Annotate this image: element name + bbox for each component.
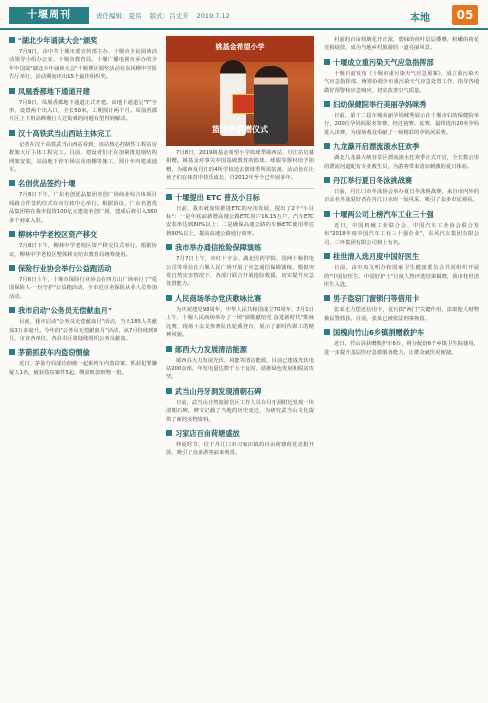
article-headline xyxy=(324,294,479,304)
headline-text: 人民商场举办党庆歌咏比赛 xyxy=(175,293,262,303)
photo-overlay-top: 姚基金希望小学 xyxy=(215,43,265,51)
designer-credit: 版式：吕丈芳 xyxy=(149,12,189,20)
headline-text: 习家店百亩荷塘盛放 xyxy=(175,428,240,438)
article-body: 7月6日上午，十堰市保险行业协会在四方山广场举行了"爱国保险人·一份守护"公益跑活动，全市近百名保险从业人员参加活动。 xyxy=(9,276,157,300)
news-article xyxy=(9,230,157,259)
news-article xyxy=(324,142,479,171)
article-body: 日前，由中央文明办和国家卫生健康委员会共同组织开展的"中国好医生、中国好护士"月度人物评选结果揭晓，我市桂世清医生入选。 xyxy=(324,265,479,288)
headline-bullet-icon xyxy=(9,265,15,271)
article-body: 日前，武当山自然旅游景区工作人员在丹牙洞附近发现一块清朝石碑，碑文记载了当地的历史变迁，为研究武当山文化提供了新的实物资料。 xyxy=(166,399,314,423)
editor-credit: 责任编辑：夏伟 xyxy=(96,12,142,20)
headline-text: 柳林中学老校区资产移交 xyxy=(18,230,98,240)
headline-text: 男子盗窃门窗锁闩等借用卡 xyxy=(333,294,420,304)
headline-text: 我市举办通信抢险保障演练 xyxy=(175,243,262,253)
headline-bullet-icon xyxy=(9,231,15,237)
headline-bullet-icon xyxy=(324,211,330,217)
article-headline xyxy=(166,294,314,304)
news-article xyxy=(324,210,479,247)
article-body: 7月8日下午，柳林中学老校区资产移交仪式举行。根据协议，柳林中学老校区整体移交给市教育局统筹使用。 xyxy=(9,243,157,258)
headline-bullet-icon xyxy=(324,253,330,259)
headline-text: 汉十高铁武当山西站主体完工 xyxy=(18,128,112,138)
headline-bullet-icon xyxy=(324,177,330,183)
article-headline xyxy=(166,243,314,253)
news-article xyxy=(166,345,314,382)
news-article xyxy=(166,387,314,424)
article-body: 7月9日，凤凰香都地下通道正式开建。该地下通道呈"Y"字形，设置两个出入口，全长50米，工期预计两个月。凤凰香都片区上下班高峰期行人过街难的问题有望得到解决。 xyxy=(9,99,157,123)
news-article xyxy=(9,36,157,82)
article-body: 7月8日下午，广东名创优品集团名创广场商业综合体项目线路合作签约仪式在市行政中心举行。根据协议，广东名创优品集团将在我市投资100亿元建设名创广场，建成后将引入360多个商家入驻。 xyxy=(9,192,157,224)
headline-text: 十堰提出 ETC 普及小目标 xyxy=(175,192,260,202)
article-body: 近日，中国机械工业联合会、中国汽车工业协会联合发布"2018年度中国汽车工业三十强企业"，东风汽车集团有限公司、三环集团有限公司榜上有名。 xyxy=(324,222,479,246)
news-article xyxy=(166,193,314,239)
article-body: 日前，丹江口市冬泳协会举办夏日冬泳挑战赛，来自市内外的百余名冬泳爱好者在丹江口水库一展风采，吸引了众多市民观看。 xyxy=(324,189,479,204)
article-body: 记者在汉十高铁武当山西站看到，该站核心控制性工程站房框架大厅主体工程完工。目前，建设者们正在加紧推进钢结构网架安装，站前地下停车场以及雨棚等施工，预计年内建成通车。 xyxy=(9,141,157,174)
divider xyxy=(166,188,314,189)
news-article xyxy=(324,58,479,95)
headline-bullet-icon xyxy=(9,180,15,186)
article-headline xyxy=(324,210,479,220)
headline-text: "湖北少年诵读大会"颁奖 xyxy=(18,36,98,45)
news-article xyxy=(166,429,314,458)
article-headline xyxy=(324,100,479,110)
headline-bullet-icon xyxy=(9,130,15,136)
headline-text: 十堰成立重污染天气应急指挥部 xyxy=(333,57,434,67)
news-article xyxy=(9,348,157,377)
news-article xyxy=(9,87,157,124)
headline-text: 名创优品签约十堰 xyxy=(18,179,76,189)
headline-bullet-icon xyxy=(166,430,172,436)
column-left xyxy=(9,36,157,698)
column-right xyxy=(324,36,479,698)
headline-text: 妇幼保健院举行美丽孕妈咪秀 xyxy=(333,100,427,110)
article-body: 日前，我市就加快推进ETC的应用发展，提出了2个"小目标"：一是年底前新增高速公路ETC用户16.15万户，汽车ETC安装率达到80%以上；二是确保高速公路的车辆ETC使用率达到90%以上，提高高速公路通行效率。 xyxy=(166,205,314,237)
article-headline xyxy=(9,129,157,139)
article-body: 为庆祝建党98周年，中华人民共和国成立70周年，7月1日上午，十堰人民商场举办了一场"颂歌献给党 奋进新时代"歌咏比赛，现场十余支参赛队伍轮番登台，展示了新时代职工的精神风貌。 xyxy=(166,306,314,339)
column-middle-articles xyxy=(166,193,314,458)
article-headline xyxy=(324,176,479,186)
article-body: 目前，我市启动"公务员无偿献血月"活动，当天185人共献血3万多毫升。今年的"公务员无偿献血月"活动，从7月持续到9月，市直各单位、各县市区将陆续组织公务员献血。 xyxy=(9,319,157,342)
headline-bullet-icon xyxy=(9,88,15,94)
headline-bullet-icon xyxy=(324,329,330,335)
feature-photo xyxy=(166,36,314,146)
article-headline xyxy=(324,58,479,68)
photo-overlay-bottom: 篮球季捐赠仪式 xyxy=(212,125,268,134)
headline-bullet-icon xyxy=(324,101,330,107)
article-body: 湖北九龙瀑大峡谷景区漂流滚水狂欢季正式开启，全长数公里的漂流河道配有专业救生员，为游客带来清凉刺激的夏日体验。 xyxy=(324,155,479,170)
headline-bullet-icon xyxy=(166,346,172,352)
issue-date: 2019.7.12 xyxy=(196,12,230,20)
news-article xyxy=(324,328,479,357)
article-headline xyxy=(9,348,157,358)
headline-bullet-icon xyxy=(324,59,330,65)
article-headline xyxy=(166,193,314,203)
article-body: 仲夏时节，位于丹江口市习家店镇的百亩荷塘荷花竞相开放，吸引了众多游客前来观赏。 xyxy=(166,441,314,457)
headline-text: 桂世清入选月度中国好医生 xyxy=(333,252,420,262)
article-headline xyxy=(324,328,479,338)
headline-bullet-icon xyxy=(9,37,15,43)
article-headline xyxy=(9,230,157,240)
headline-bullet-icon xyxy=(166,295,172,301)
news-article xyxy=(324,100,479,137)
news-article xyxy=(324,294,479,323)
article-headline xyxy=(166,387,314,397)
headline-bullet-icon xyxy=(324,295,330,301)
article-headline xyxy=(166,429,314,439)
article-body: 日前，第十二届车城美丽孕妈咪秀展示在十堰市妇幼保健院举行，200位孕妈妈报名参赛，经过初赛、复赛，最终选出20名孕妈进入决赛，为现场观众奉献了一场精彩的孕妈风采秀。 xyxy=(324,113,479,136)
article-body: 十堰日前发布《十堰市重污染天气应急预案》，成立重污染天气应急指挥部，统筹协调全市重污染天气应急处置工作，指导各地做好预警和应急响应，切实改善空气质量。 xyxy=(324,70,479,94)
headline-text: 茅箭抓获车内盗窃惯偷 xyxy=(18,348,90,358)
photo-caption: 7月8日，2019姚基金希望小学篮球季郧西站、丹江站启幕捐赠。姚基金对事关中国基础教育的篮球、球服等器材给予捐赠，为郧西及丹江的4所学校送去篮球季所需装备，活动旨在让孩子们在体育中快乐成长，自2012年至今已开展多年。 xyxy=(166,150,314,182)
article-body: 近日，竹山县获赠救护车6台，将分配给6个乡镇卫生院使用，进一步提升基层医疗急救服务能力，让群众就医更便捷。 xyxy=(324,341,479,356)
article-body: 近日，茅箭分局成功侦破一起系列车内盗窃案，抓获犯罪嫌疑人1名，破获盗窃案件5起，缴获赃款赃物一批。 xyxy=(9,361,157,376)
article-headline xyxy=(9,306,157,316)
headline-text: 郧西大力发展清洁能源 xyxy=(175,344,247,354)
page-number: 05 xyxy=(452,5,478,25)
news-article xyxy=(9,264,157,301)
headline-bullet-icon xyxy=(166,244,172,250)
page-header xyxy=(0,0,488,30)
headline-text: 凤凰香都地下通道开建 xyxy=(18,86,90,96)
article-headline xyxy=(9,87,157,97)
headline-text: 国槐向竹山6乡镇捐赠救护车 xyxy=(333,328,425,338)
article-body: 7月7日上午，市红十字会、湖北医药学院、国网十堰供电公司等单位在六堰人民广场开展了应急通信保障演练，模拟突发自然灾害情况下，各部门联合开展抢险救援，切实提升应急处置能力。 xyxy=(166,256,314,288)
headline-bullet-icon xyxy=(9,307,15,313)
article-headline xyxy=(166,345,314,355)
news-article xyxy=(166,294,314,340)
news-article xyxy=(9,306,157,343)
news-article xyxy=(324,36,479,53)
article-headline xyxy=(324,142,479,152)
headline-text: 保险行业协会举行公益跑活动 xyxy=(18,263,112,273)
news-article xyxy=(166,243,314,289)
masthead: 十堰周刊 xyxy=(9,7,89,24)
headline-text: 丹江举行夏日冬泳挑战赛 xyxy=(333,176,413,186)
headline-bullet-icon xyxy=(9,349,15,355)
article-body: 郧西县大力发展光伏、风能等清洁能源，目前已建成光伏电站200余座，年发电量达数千万千瓦时，助推绿色发展和脱贫攻坚。 xyxy=(166,357,314,381)
news-article xyxy=(9,129,157,175)
news-article xyxy=(9,179,157,225)
article-headline xyxy=(324,252,479,262)
article-headline xyxy=(9,36,157,46)
section-name: 本地 xyxy=(410,13,430,24)
article-headline xyxy=(9,264,157,274)
news-article xyxy=(324,176,479,205)
headline-text: 十堰两公司上榜汽车工业三十强 xyxy=(333,209,434,219)
headline-bullet-icon xyxy=(166,388,172,394)
article-body: 7月9日，由中共十堰市委宣传部主办、十堰市全民阅读活动领导小组办公室、十堰市教育局、十堰广播电视台承办的少年中国说"湖北少年诵读大会"十堰赛区颁奖活动在东风柳中学报告厅举行，活动期间评出15个最佳组织奖。 xyxy=(9,49,157,81)
article-headline xyxy=(9,179,157,189)
headline-text: 武当山丹牙洞发现清朝石碑 xyxy=(175,386,262,396)
header-meta xyxy=(96,11,236,20)
headline-text: 我市启动"公务员无偿献血月" xyxy=(18,306,112,316)
headline-bullet-icon xyxy=(166,194,172,200)
column-middle xyxy=(166,36,314,698)
headline-text: 九龙瀑开启漂流滚水狂欢季 xyxy=(333,142,420,152)
article-body: 张某无力偿还信用卡，竟污损"两门"关键作用，盗取他人财物被民警抓获。目前，张某已被依法刑事拘留。 xyxy=(324,307,479,322)
news-article xyxy=(324,252,479,289)
headline-bullet-icon xyxy=(324,143,330,149)
article-body: 村前的百亩荷塘花开正浓，碧绿的荷叶层层叠叠，粉嫩的荷花竞相绽放，成为当地乡村旅游的一道亮丽风景。 xyxy=(324,37,479,52)
